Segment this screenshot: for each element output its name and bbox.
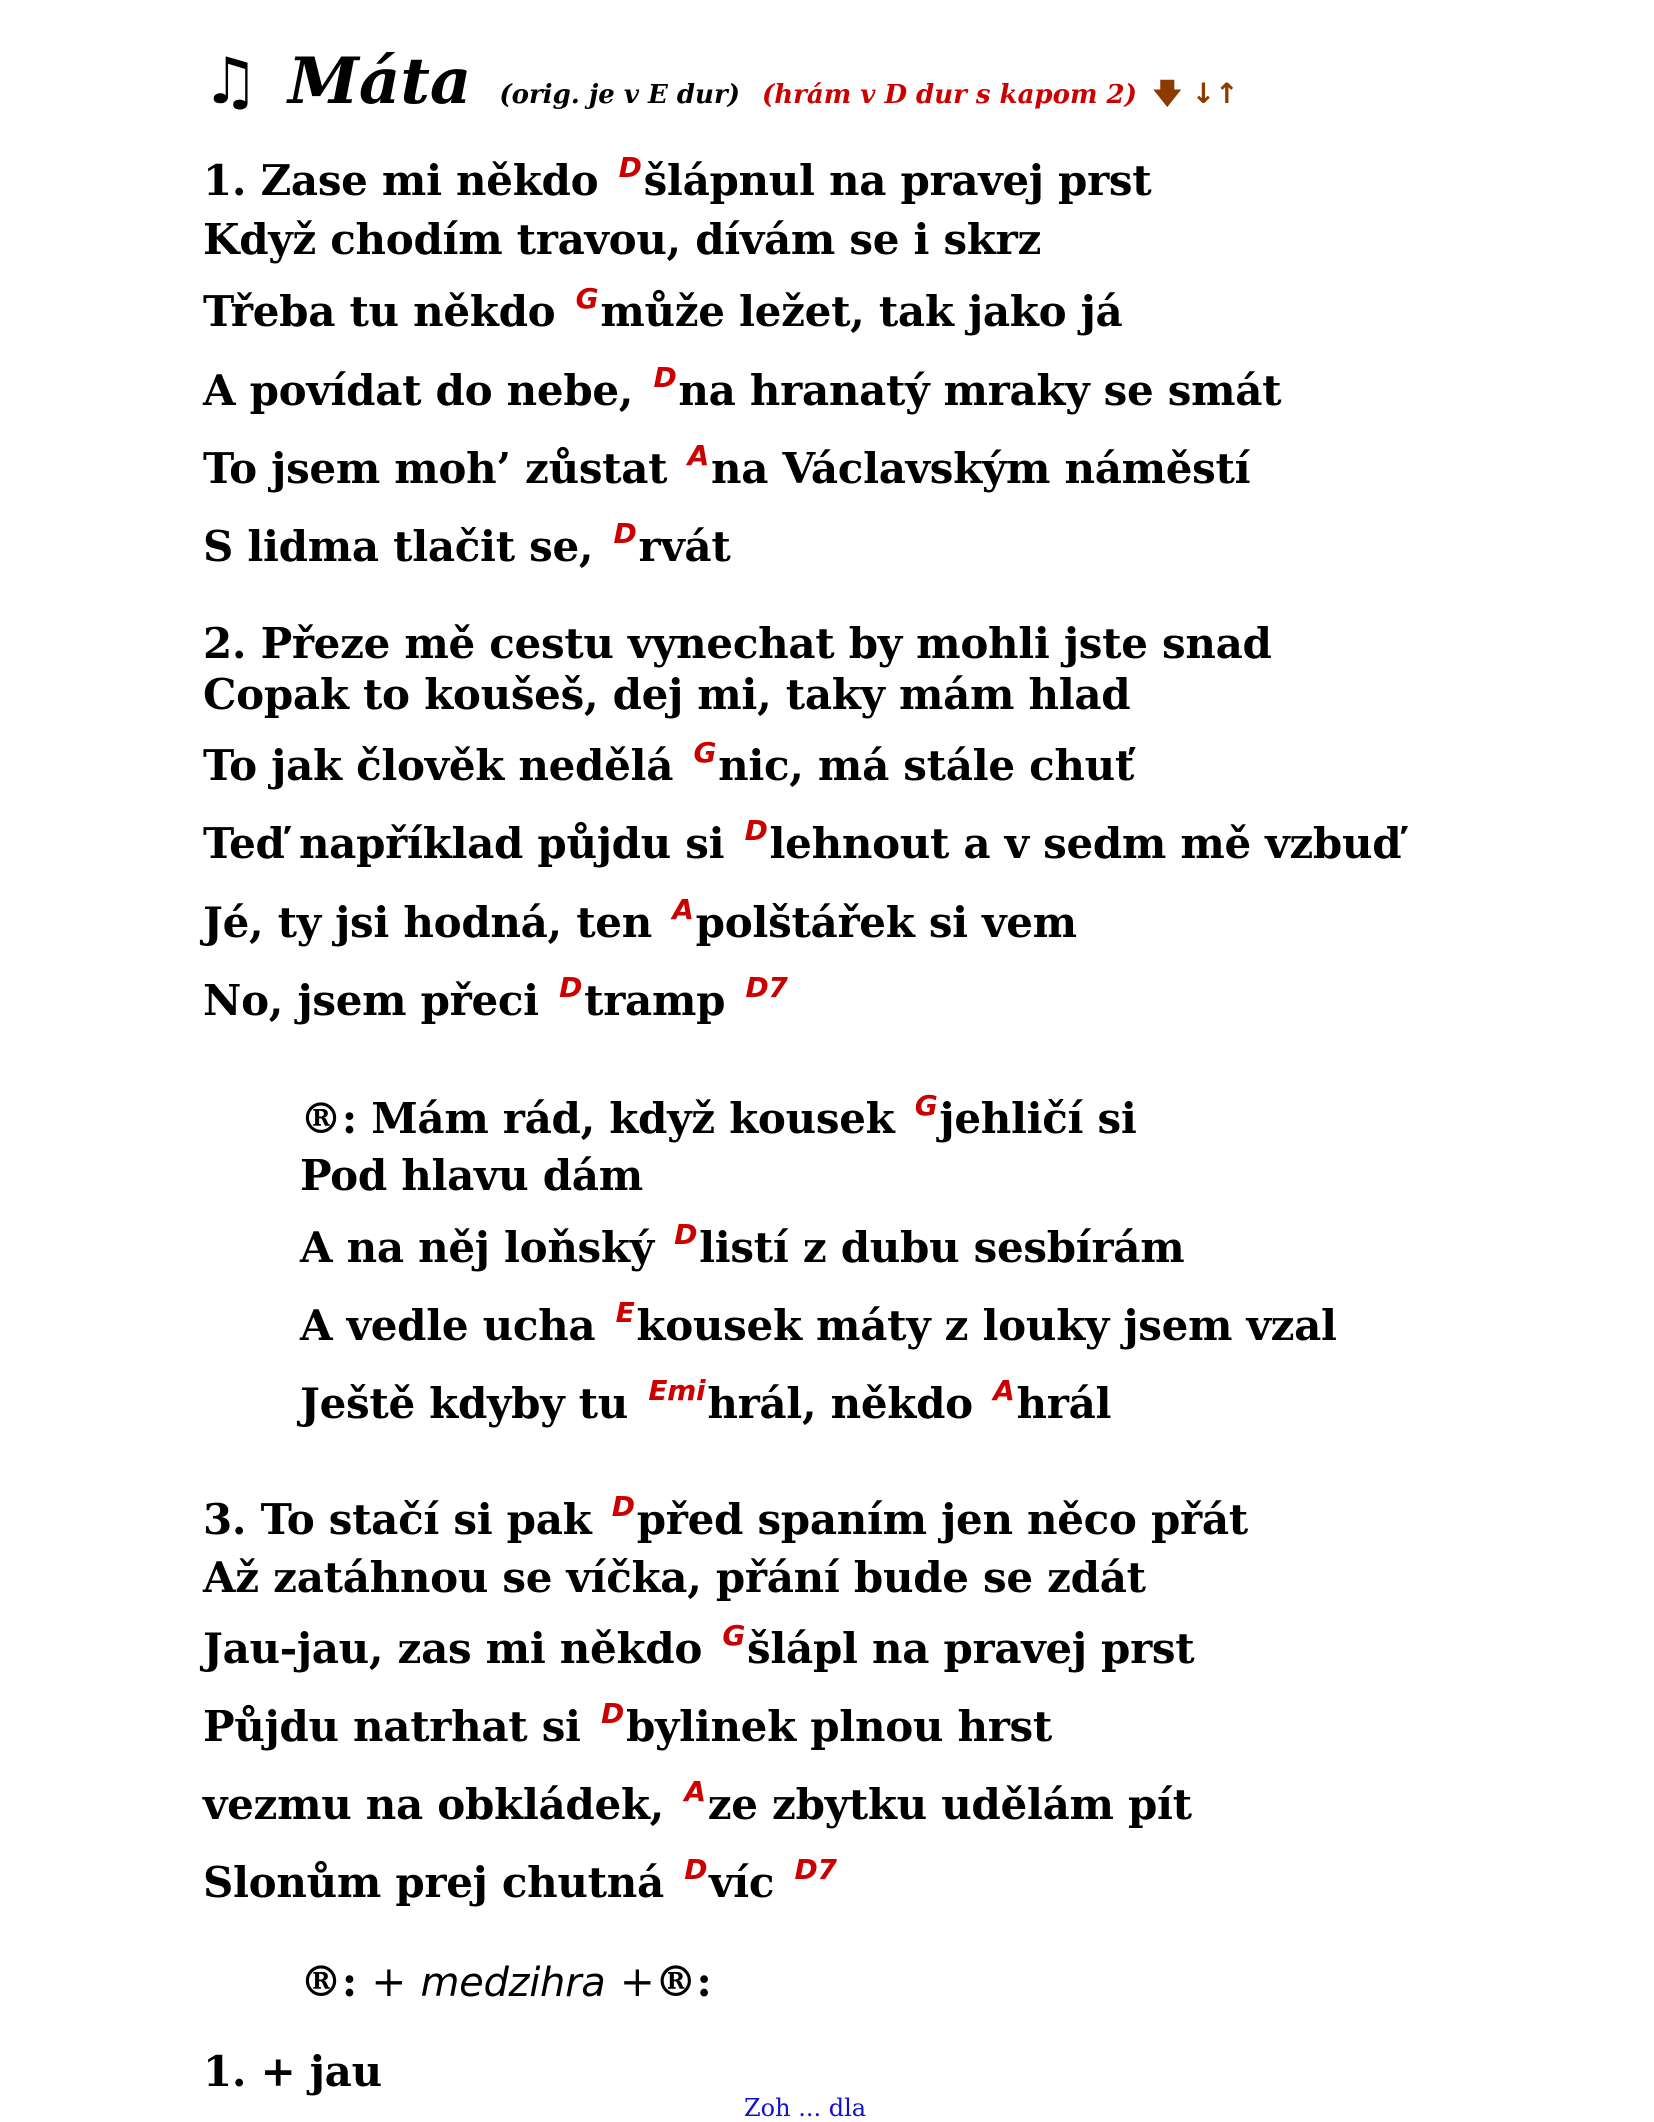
chord: D7 — [794, 1853, 837, 1886]
chord: D — [618, 151, 642, 184]
verse2-line-5: Jé, ty jsi hodná, ten Apolštářek si vem — [203, 893, 1077, 947]
verse3-line-4: Půjdu natrhat si Dbylinek plnou hrst — [203, 1697, 1052, 1751]
transpose-updown-icon[interactable]: ↓↑ — [1191, 77, 1239, 110]
verse3-line-5: vezmu na obkládek, Aze zbytku udělám pít — [203, 1775, 1192, 1829]
chord: D — [684, 1853, 708, 1886]
original-key-note: (orig. je v E dur) — [499, 80, 740, 110]
verse1-line-5: To jsem moh’ zůstat Ana Václavským náměstí — [203, 439, 1251, 493]
chord: G — [693, 736, 717, 769]
chord: D — [613, 517, 637, 550]
chord: D — [559, 971, 583, 1004]
chord: G — [575, 282, 599, 315]
chord: G — [722, 1619, 746, 1652]
chorus-repeat-mark: ®: — [654, 1957, 712, 2006]
chorus-line-3: A na něj loňský Dlistí z dubu sesbírám — [300, 1218, 1185, 1272]
chord: D — [744, 814, 768, 847]
verse2-line-6: No, jsem přeci Dtramp D7 — [203, 971, 788, 1025]
verse2-line-2: Copak to koušeš, dej mi, taky mám hlad — [203, 670, 1131, 719]
verse1-line-4: A povídat do nebe, Dna hranatý mraky se smát — [203, 361, 1282, 415]
verse3-line-6: Slonům prej chutná Dvíc D7 — [203, 1853, 837, 1907]
chorus-line-5: Ještě kdyby tu Emihrál, někdo Ahrál — [300, 1374, 1112, 1428]
verse1-line-6: S lidma tlačit se, Drvát — [203, 517, 731, 571]
verse3-line-3: Jau-jau, zas mi někdo Gšlápl na pravej prst — [203, 1619, 1195, 1673]
chord: G — [914, 1089, 938, 1122]
chord: D7 — [745, 971, 788, 1004]
chord: D — [674, 1218, 698, 1251]
chord: E — [615, 1296, 635, 1329]
chorus-interlude-line — [300, 1956, 712, 2008]
chorus-line-1: ®: Mám rád, když kousek Gjehličí si — [300, 1089, 1137, 1143]
chord: A — [687, 439, 709, 472]
chord: D — [601, 1697, 624, 1730]
chord: A — [684, 1775, 706, 1808]
chorus-line-2: Pod hlavu dám — [300, 1151, 643, 1200]
music-note-icon: ♫ — [202, 45, 260, 119]
verse1-line-1: 1. Zase mi někdo Dšlápnul na pravej prst — [203, 151, 1152, 205]
chord: A — [672, 893, 694, 926]
song-title: Máta — [288, 44, 472, 119]
interlude-label: medzihra — [420, 1960, 606, 2006]
chord: D — [653, 361, 677, 394]
chorus-repeat-mark: ®: — [300, 1957, 357, 2006]
verse3-line-1: 3. To stačí si pak Dpřed spaním jen něco přát — [203, 1490, 1248, 1544]
chord: A — [993, 1374, 1015, 1407]
verse2-line-1: 2. Přeze mě cestu vynechat by mohli jste snad — [203, 619, 1272, 668]
capo-key-note: (hrám v D dur s kapom 2) — [761, 80, 1137, 110]
transpose-down-icon[interactable]: 🡇 — [1152, 77, 1182, 110]
chorus-line-4: A vedle ucha Ekousek máty z louky jsem vzal — [300, 1296, 1337, 1350]
verse3-line-2: Až zatáhnou se víčka, přání bude se zdát — [203, 1553, 1146, 1602]
verse2-line-4: Teď například půjdu si Dlehnout a v sedm mě vzbuď — [203, 814, 1402, 868]
verse1-line-3: Třeba tu někdo Gmůže ležet, tak jako já — [203, 282, 1123, 336]
plus-sign: + — [371, 1957, 407, 2006]
chord: Emi — [648, 1374, 706, 1407]
final-line: 1. + jau — [203, 2047, 382, 2096]
chord: D — [611, 1490, 635, 1523]
plus-sign: + — [619, 1957, 655, 2006]
verse1-line-2: Když chodím travou, dívám se i skrz — [203, 215, 1041, 264]
back-link[interactable]: Zoh ... dla — [744, 2094, 867, 2122]
verse2-line-3: To jak člověk nedělá Gnic, má stále chuť — [203, 736, 1134, 790]
title-line — [202, 44, 1249, 124]
